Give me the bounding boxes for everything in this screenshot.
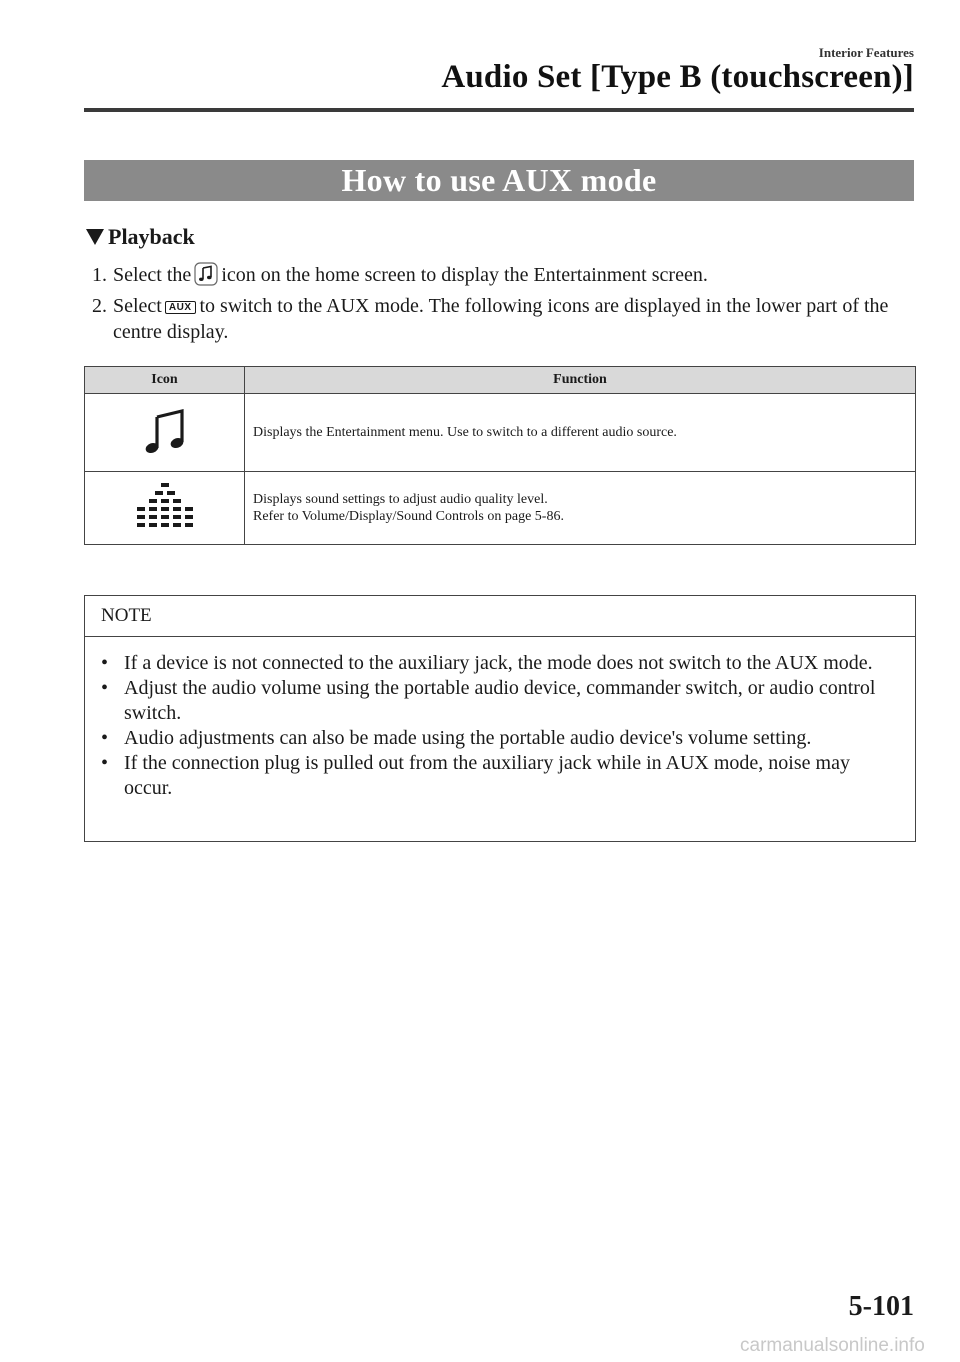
page-header-title: Audio Set [Type B (touchscreen)]: [441, 59, 914, 95]
step-item: [92, 293, 914, 345]
note-list: [85, 637, 915, 801]
step-number: 1.: [92, 264, 107, 286]
table-row: [85, 394, 916, 472]
bullet: •: [101, 727, 109, 749]
step-item: [92, 262, 914, 293]
function-text-reference: Refer to Volume/Display/Sound Controls on page 5-86.: [253, 509, 564, 524]
step-text: [113, 293, 914, 345]
section-title-bar: [84, 160, 914, 201]
step-text: [113, 262, 914, 293]
sound-settings-icon: [135, 520, 195, 535]
steps-list: [92, 262, 914, 345]
step-text-after: to switch to the AUX mode. The following icons are displayed in the lower part of the centre display.: [113, 295, 889, 343]
subheading: [86, 224, 195, 250]
note-text: Audio adjustments can also be made using the portable audio device's volume setting.: [124, 727, 812, 749]
function-text: Displays the Entertainment menu. Use to switch to a different audio source.: [253, 425, 677, 440]
music-note-icon: [141, 443, 189, 458]
section-title: How to use AUX mode: [341, 162, 657, 198]
list-item: [101, 676, 903, 726]
note-text: Adjust the audio volume using the portable audio device, commander switch, or audio control switch.: [124, 677, 876, 724]
table-header-function: Function: [245, 367, 916, 394]
note-heading: NOTE: [85, 596, 915, 637]
step-text-before: Select: [113, 295, 162, 317]
step-number: 2.: [92, 295, 107, 317]
list-item: [101, 726, 903, 751]
note-text: If a device is not connected to the auxiliary jack, the mode does not switch to the AUX mode.: [124, 652, 873, 674]
table-row: [85, 472, 916, 545]
note-box: [84, 595, 916, 842]
page-number: 5-101: [848, 1291, 914, 1322]
list-item: [101, 651, 903, 676]
bullet: •: [101, 677, 109, 699]
step-text-before: Select the: [113, 264, 192, 286]
list-item: [101, 751, 903, 801]
bullet: •: [101, 752, 109, 774]
triangle-bullet-icon: [86, 229, 104, 245]
header-divider: [84, 108, 914, 112]
chapter-label: Interior Features: [818, 45, 914, 60]
function-text: Displays sound settings to adjust audio quality level.: [253, 492, 548, 507]
table-function-cell: [245, 472, 916, 545]
bullet: •: [101, 652, 109, 674]
aux-button-icon: AUX: [165, 301, 196, 314]
icon-function-table: [84, 366, 916, 545]
table-icon-cell: [85, 472, 245, 545]
subheading-text: Playback: [108, 224, 195, 249]
table-header-icon: Icon: [85, 367, 245, 394]
table-function-cell: [245, 394, 916, 472]
step-text-after: icon on the home screen to display the Entertainment screen.: [221, 264, 708, 286]
note-text: If the connection plug is pulled out from the auxiliary jack while in AUX mode, noise may occur.: [124, 752, 850, 799]
music-note-icon: [194, 262, 218, 293]
watermark-text: carmanualsonline.info: [740, 1335, 925, 1356]
table-icon-cell: [85, 394, 245, 472]
